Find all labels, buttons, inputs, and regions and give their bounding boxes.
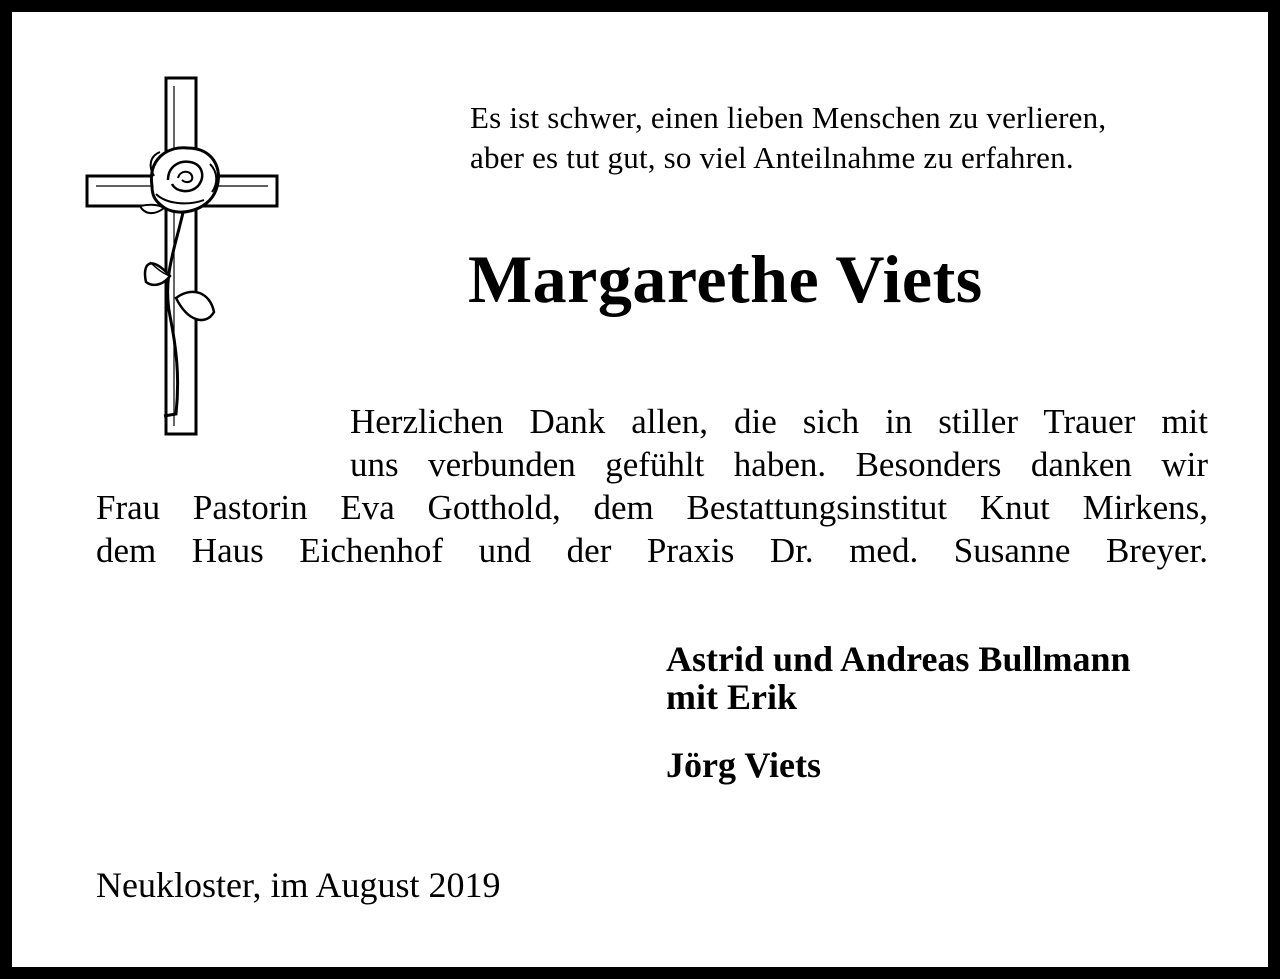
place-and-date: Neukloster, im August 2019 [96,865,501,905]
cross-with-rose-icon [84,76,284,438]
thanks-paragraph [96,400,1208,572]
quote-line: Es ist schwer, einen lieben Menschen zu verlieren, [470,100,1107,135]
thanks-line: Frau Pastorin Eva Gotthold, dem Bestattungsinstitut Knut Mirkens, [96,488,1208,527]
quote-line: aber es tut gut, so viel Anteilnahme zu erfahren. [470,140,1074,175]
signers-block [666,640,1226,784]
thanks-line: dem Haus Eichenhof und der Praxis Dr. med. Susanne Breyer. [96,531,1208,570]
opening-quote [470,98,1230,178]
deceased-name: Margarethe Viets [468,241,983,317]
signer-family-line: Astrid und Andreas Bullmann [666,639,1131,679]
signer-family-line: mit Erik [666,677,797,717]
signer-name: Jörg Viets [666,745,821,785]
thanks-line: Herzlichen Dank allen, die sich in stiller Trauer mit [350,402,1208,441]
thanks-line: uns verbunden gefühlt haben. Besonders danken wir [350,445,1208,484]
